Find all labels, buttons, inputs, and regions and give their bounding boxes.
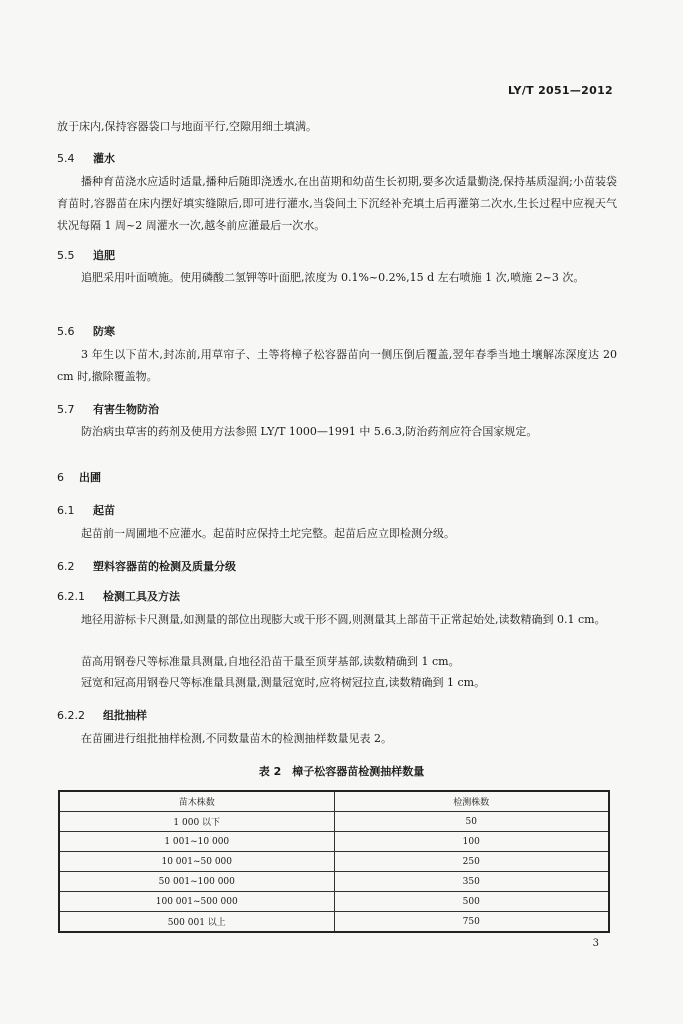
section-5-4-heading [57,150,115,166]
column-header-sample-count: 检测株数 [334,791,609,812]
paragraph-6-2-1-crown: 冠宽和冠高用钢卷尺等标准量具测量,测量冠宽时,应将树冠拉直,读数精确到 1 cm。 [81,676,486,689]
paragraph-6-2-1-diameter: 地径用游标卡尺测量,如测量的部位出现膨大或干形不圆,则测量其上部苗干正常起始处,读数精确到 0.1 cm。 [81,613,606,626]
section-title: 灌水 [93,152,115,165]
paragraph-intro: 放于床内,保持容器袋口与地面平行,空隙用细土填满。 [57,120,317,133]
section-number: 5.4 [57,152,75,165]
cell-sample-count: 750 [334,912,609,933]
section-title: 防寒 [93,325,115,338]
table-row [59,812,609,832]
cell-seedling-count: 50 001~100 000 [59,872,334,892]
section-number: 5.5 [57,249,75,262]
paragraph-5-7: 防治病虫草害的药剂及使用方法参照 LY/T 1000—1991 中 5.6.3,防治药剂应符合国家规定。 [81,425,538,438]
paragraph-5-6: 3 年生以下苗木,封冻前,用草帘子、土等将樟子松容器苗向一侧压倒后覆盖,翌年春季当地土壤解冻深度达 20 cm 时,撤除覆盖物。 [57,348,617,383]
section-number: 6.2.1 [57,590,85,603]
cell-sample-count: 500 [334,892,609,912]
paragraph-6-2-1-height: 苗高用钢卷尺等标准量具测量,自地径沿苗干量至顶芽基部,读数精确到 1 cm。 [81,655,460,668]
section-6-heading [57,469,101,485]
section-number: 5.6 [57,325,75,338]
section-6-2-1-heading [57,588,180,604]
table-row [59,832,609,852]
column-header-seedling-count: 苗木株数 [59,791,334,812]
section-title: 检测工具及方法 [103,590,180,603]
cell-sample-count: 250 [334,852,609,872]
table-row [59,872,609,892]
cell-seedling-count: 10 001~50 000 [59,852,334,872]
page-number: 3 [592,938,599,949]
section-number: 5.7 [57,403,75,416]
cell-seedling-count: 1 000 以下 [59,812,334,832]
paragraph-6-2-2: 在苗圃进行组批抽样检测,不同数量苗木的检测抽样数量见表 2。 [81,732,392,745]
section-title: 追肥 [93,249,115,262]
standard-code: LY/T 2051—2012 [507,84,613,97]
table-row [59,892,609,912]
cell-sample-count: 350 [334,872,609,892]
section-6-2-heading [57,558,236,574]
section-number: 6.2.2 [57,709,85,722]
section-number: 6 [57,471,64,484]
cell-seedling-count: 500 001 以上 [59,912,334,933]
table-row [59,912,609,933]
cell-seedling-count: 1 001~10 000 [59,832,334,852]
section-title: 塑料容器苗的检测及质量分级 [93,560,236,573]
table-header-row [59,791,609,812]
section-5-5-heading [57,247,115,263]
section-title: 组批抽样 [103,709,147,722]
sampling-table [58,790,610,933]
paragraph-5-4: 播种育苗浇水应适时适量,播种后随即浇透水,在出苗期和幼苗生长初期,要多次适量勤浇,保持基质湿润;小苗装袋育苗时,容器苗在床内摆好填实缝隙后,即可进行灌水,当袋间土下沉经补充填土后再灌第二次水,生长过程中应视天气状况每隔 1 周~2 周灌水一次,越冬前应灌最后一次水。 [57,175,617,232]
paragraph-5-5: 追肥采用叶面喷施。使用磷酸二氢钾等叶面肥,浓度为 0.1%~0.2%,15 d 左右喷施 1 次,喷施 2~3 次。 [81,271,585,284]
table-caption: 表 2 樟子松容器苗检测抽样数量 [258,765,425,778]
section-5-7-heading [57,401,159,417]
cell-sample-count: 50 [334,812,609,832]
section-5-6-heading [57,323,115,339]
section-number: 6.1 [57,504,75,517]
section-number: 6.2 [57,560,75,573]
paragraph-6-1: 起苗前一周圃地不应灌水。起苗时应保持土坨完整。起苗后应立即检测分级。 [81,527,455,540]
section-title: 起苗 [93,504,115,517]
section-6-2-2-heading [57,707,147,723]
section-6-1-heading [57,502,115,518]
section-title: 出圃 [79,471,101,484]
cell-seedling-count: 100 001~500 000 [59,892,334,912]
table-row [59,852,609,872]
cell-sample-count: 100 [334,832,609,852]
section-title: 有害生物防治 [93,403,159,416]
